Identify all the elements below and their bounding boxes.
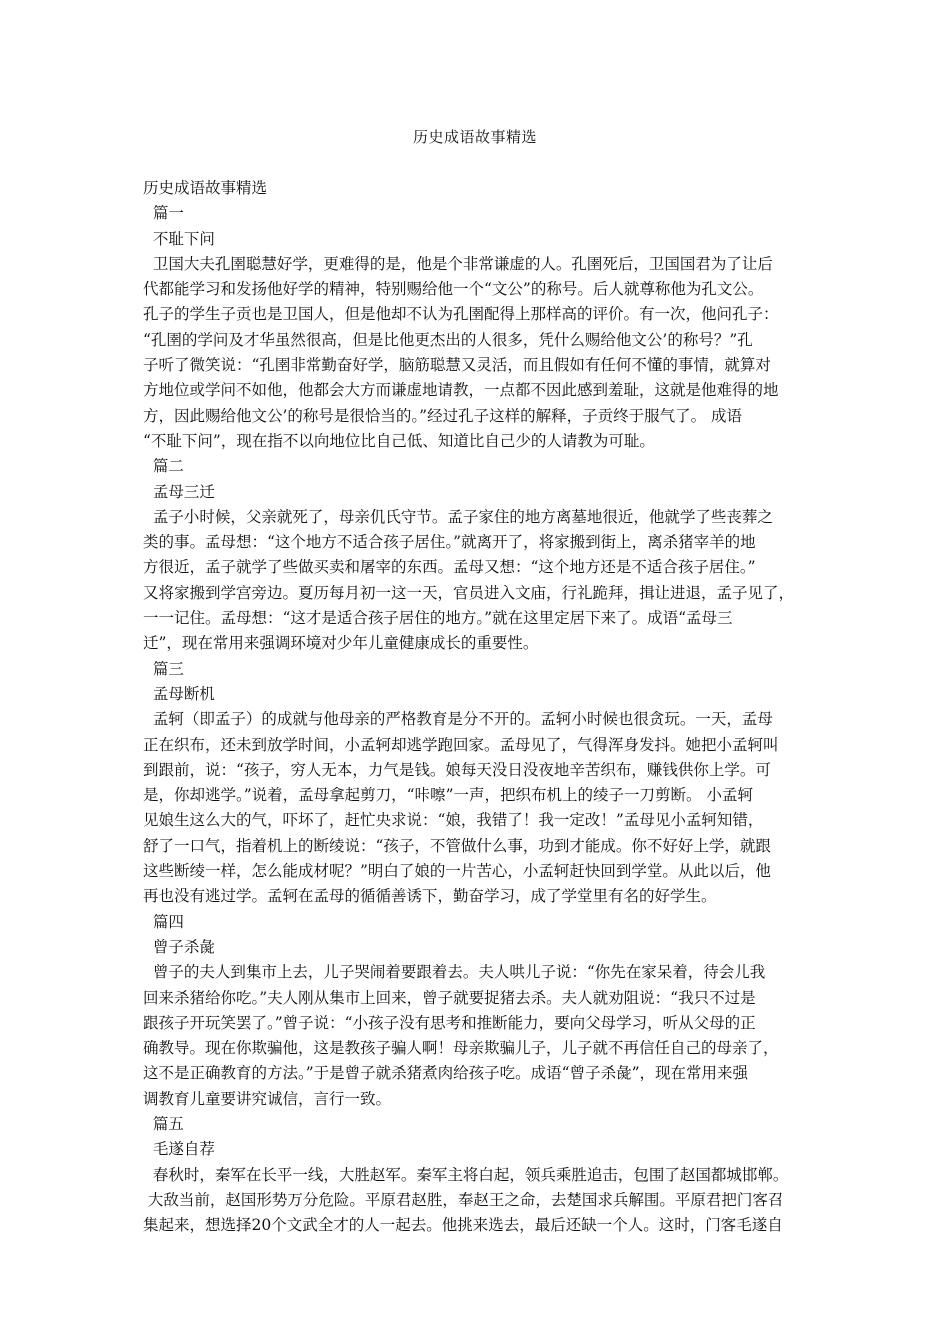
- text-line: 舒了一口气，指着机上的断绫说：“孩子，不管做什么事，功到才能成。你不好好上学，就跟: [143, 836, 771, 855]
- text-line: 见娘生这么大的气，吓坏了，赶忙央求说：“娘，我错了！我一定改！”孟母见小孟轲知错，: [143, 811, 764, 830]
- text-line: 这些断绫一样，怎么能成材呢？”明白了娘的一片苦心，小孟轲赶快回到学堂。从此以后，他: [143, 862, 771, 881]
- text-line: 代都能学习和发扬他好学的精神，特别赐给他一个“文公”的称号。后人就尊称他为孔文公。: [143, 280, 764, 299]
- text-line: 集起来，想选择20个文武全才的人一起去。他挑来选去，最后还缺一个人。这时，门客毛遂自: [143, 1216, 783, 1235]
- text-line: 春秋时，秦军在长平一线，大胜赵军。秦军主将白起，领兵乘胜追击，包围了赵国都城邯郸。: [143, 1165, 789, 1184]
- text-line: 孟母三迁: [143, 482, 215, 501]
- text-line: 再也没有逃过学。孟轲在孟母的循循善诱下，勤奋学习，成了学堂里有名的好学生。: [143, 887, 717, 906]
- text-line: 曾子杀彘: [143, 937, 215, 956]
- text-line: “不耻下问”，现在指不以向地位比自己低、知道比自己少的人请教为可耻。: [143, 431, 655, 450]
- text-line: 篇五: [143, 1114, 184, 1133]
- text-line: 到跟前，说：“孩子，穷人无本，力气是钱。娘每天没日没夜地辛苦织布，赚钱供你上学。可: [143, 760, 771, 779]
- text-line: 曾子的夫人到集市上去，儿子哭闹着要跟着去。夫人哄儿子说：“你先在家呆着，待会儿我: [143, 963, 766, 982]
- text-line: “孔圉的学问及才华虽然很高，但是比他更杰出的人很多，凭什么赐给他文公’的称号？”孔: [143, 330, 753, 349]
- text-line: 确教导。现在你欺骗他，这是教孩子骗人啊！母亲欺骗儿子，儿子就不再信任自己的母亲了，: [143, 1039, 779, 1058]
- document-title: 历史成语故事精选: [412, 128, 537, 146]
- text-line: 卫国大夫孔圉聪慧好学，更难得的是，他是个非常谦虚的人。孔圉死后，卫国国君为了让后: [143, 254, 773, 273]
- document-body: [143, 176, 809, 1238]
- text-line: 正在织布，还未到放学时间，小孟轲却逃学跑回家。孟母见了，气得浑身发抖。她把小孟轲叫: [143, 735, 779, 754]
- text-line: 迁”，现在常用来强调环境对少年儿童健康成长的重要性。: [143, 634, 539, 653]
- text-line: 孟母断机: [143, 684, 215, 703]
- text-line: 篇三: [143, 659, 184, 678]
- text-line: 跟孩子开玩笑罢了。”曾子说：“小孩子没有思考和推断能力，要向父母学习，听从父母的正: [143, 1013, 756, 1032]
- text-line: 孔子的学生子贡也是卫国人，但是他却不认为孔圉配得上那样高的评价。有一次，他问孔子：: [143, 305, 779, 324]
- text-line: 毛遂自荐: [143, 1140, 215, 1159]
- text-line: 孟轲（即孟子）的成就与他母亲的严格教育是分不开的。孟轲小时候也很贪玩。一天，孟母: [143, 710, 773, 729]
- text-line: 方地位或学问不如他，他都会大方而谦虚地请教，一点都不因此感到羞耻，这就是他难得的地: [143, 381, 779, 400]
- text-line: 是，你却逃学。”说着，孟母拿起剪刀，“咔嚓”一声，把织布机上的绫子一刀剪断。 小孟轲: [143, 786, 753, 805]
- text-line: 孟子小时候，父亲就死了，母亲仉氏守节。孟子家住的地方离墓地很近，他就学了些丧葬之: [143, 507, 773, 526]
- text-line: 方很近，孟子就学了些做买卖和屠宰的东西。孟母又想：“这个地方还是不适合孩子居住。”: [143, 558, 756, 577]
- text-line: 这不是正确教育的方法。”于是曾子就杀猪煮肉给孩子吃。成语“曾子杀彘”，现在常用来强: [143, 1064, 749, 1083]
- text-line: 调教育儿童要讲究诚信，言行一致。: [143, 1089, 392, 1108]
- text-line: 又将家搬到学宫旁边。夏历每月初一这一天，官员进入文庙，行礼跪拜，揖让进退，孟子见了，: [143, 583, 795, 602]
- text-line: 篇一: [143, 204, 184, 223]
- text-line: 篇二: [143, 457, 184, 476]
- text-line: 一一记住。孟母想：“这才是适合孩子居住的地方。”就在这里定居下来了。成语“孟母三: [143, 609, 733, 628]
- text-line: 篇四: [143, 912, 184, 931]
- text-line: 方，因此赐给他文公’的称号是很恰当的。”经过孔子这样的解释，子贡终于服气了。 成语: [143, 406, 743, 425]
- text-line: 类的事。孟母想：“这个地方不适合孩子居住。”就离开了，将家搬到街上，离杀猪宰羊的地: [143, 533, 756, 552]
- text-line: 不耻下问: [143, 229, 215, 248]
- text-line: 回来杀猪给你吃。”夫人刚从集市上回来，曾子就要捉猪去杀。夫人就劝阻说：“我只不过是: [143, 988, 756, 1007]
- text-line: 历史成语故事精选: [143, 179, 268, 197]
- text-line: 大敌当前，赵国形势万分危险。平原君赵胜，奉赵王之命，去楚国求兵解围。平原君把门客召: [143, 1190, 784, 1209]
- text-line: 子听了微笑说：“孔圉非常勤奋好学，脑筋聪慧又灵活，而且假如有任何不懂的事情，就算对: [143, 356, 771, 375]
